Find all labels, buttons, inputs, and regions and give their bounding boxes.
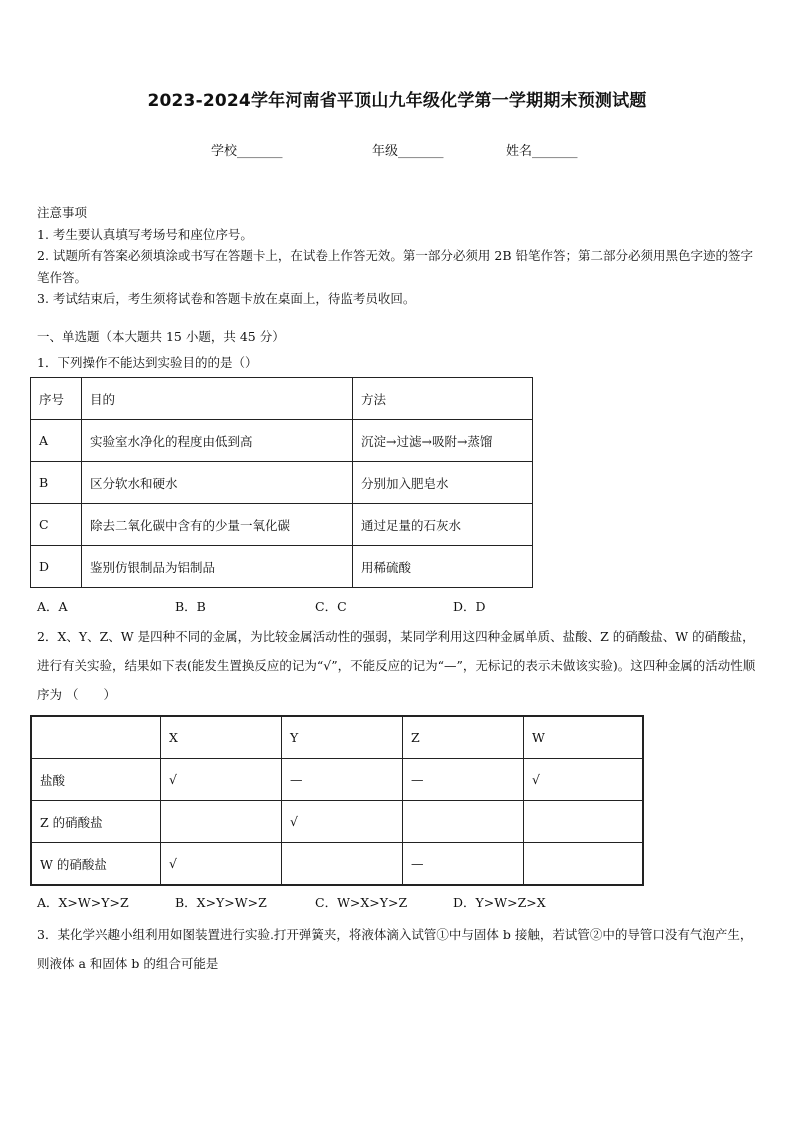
table-row <box>31 420 533 462</box>
table-cell: 除去二氧化碳中含有的少量一氧化碳 <box>82 504 353 546</box>
school-field <box>211 140 283 159</box>
table-header-cell: 序号 <box>31 378 82 420</box>
table-header-row <box>31 378 533 420</box>
table-cell: 分别加入肥皂水 <box>353 462 533 504</box>
table-header-cell: W <box>524 716 644 759</box>
q3-stem: 3．某化学兴趣小组利用如图装置进行实验.打开弹簧夹，将液体滴入试管①中与固体 b 接触，若试管②中的导管口没有气泡产生，则液体 a 和固体 b 的组合可能是 <box>37 927 753 971</box>
table-cell: Z 的硝酸盐 <box>31 801 161 843</box>
table-row <box>31 546 533 588</box>
option-a: A．X>W>Y>Z <box>37 895 129 910</box>
notes-block <box>37 202 759 310</box>
table-cell: W 的硝酸盐 <box>31 843 161 886</box>
option-b: B．B <box>175 599 206 614</box>
table-cell: 沉淀→过滤→吸附→蒸馏 <box>353 420 533 462</box>
exam-title: 2023-2024学年河南省平顶山九年级化学第一学期期末预测试题 <box>147 91 647 111</box>
note-item: 2. 试题所有答案必须填涂或书写在答题卡上，在试卷上作答无效。第一部分必须用 2B 铅笔作答；第二部分必须用黑色字迹的签字笔作答。 <box>37 248 753 285</box>
table-row <box>31 801 643 843</box>
table-cell: D <box>31 546 82 588</box>
table-cell: 盐酸 <box>31 759 161 801</box>
table-header-cell: Y <box>282 716 403 759</box>
school-label: 学校 <box>211 144 238 159</box>
name-label: 姓名 <box>506 144 533 159</box>
table-cell: √ <box>524 759 644 801</box>
table-cell <box>282 843 403 886</box>
table-cell: 用稀硫酸 <box>353 546 533 588</box>
table-header-cell: Z <box>403 716 524 759</box>
table-cell: 区分软水和硬水 <box>82 462 353 504</box>
table-cell: √ <box>161 843 282 886</box>
table-cell: 实验室水净化的程度由低到高 <box>82 420 353 462</box>
option-c: C．W>X>Y>Z <box>315 895 408 910</box>
table-cell: — <box>403 843 524 886</box>
grade-field <box>372 140 444 159</box>
option-a: A．A <box>37 599 68 614</box>
table-header-row <box>31 716 643 759</box>
name-field <box>506 140 578 159</box>
q1-table <box>30 377 533 588</box>
q2-table <box>30 715 644 886</box>
grade-blank: _______ <box>398 144 444 159</box>
notes-heading: 注意事项 <box>37 205 88 220</box>
note-item: 1. 考生要认真填写考场号和座位序号。 <box>37 226 253 242</box>
table-row <box>31 759 643 801</box>
q1-stem: 1．下列操作不能达到实验目的的是（） <box>37 355 258 370</box>
table-header-cell: 方法 <box>353 378 533 420</box>
option-d: D．D <box>453 599 486 614</box>
table-cell: B <box>31 462 82 504</box>
table-cell: — <box>403 759 524 801</box>
name-blank: _______ <box>532 144 578 159</box>
table-cell: √ <box>282 801 403 843</box>
option-d: D．Y>W>Z>X <box>453 895 546 910</box>
q2-stem: 2．X、Y、Z、W 是四种不同的金属，为比较金属活动性的强弱，某同学利用这四种金属单质、盐酸、Z 的硝酸盐、W 的硝酸盐，进行有关实验，结果如下表(能发生置换反应的记为“√”，不能反应的记为“—”，无标记的表示未做该实验)。这四种金属的活动性顺序为 （ ） <box>37 629 756 702</box>
table-cell <box>161 801 282 843</box>
table-cell <box>403 801 524 843</box>
table-header-cell: 目的 <box>82 378 353 420</box>
table-cell: C <box>31 504 82 546</box>
table-header-cell <box>31 716 161 759</box>
section-heading: 一、单选题（本大题共 15 小题，共 45 分） <box>37 329 285 344</box>
table-cell <box>524 801 644 843</box>
table-cell: √ <box>161 759 282 801</box>
note-item: 3. 考试结束后，考生须将试卷和答题卡放在桌面上，待监考员收回。 <box>37 291 416 306</box>
table-row <box>31 462 533 504</box>
school-blank: _______ <box>237 144 283 159</box>
table-row <box>31 843 643 886</box>
table-row <box>31 504 533 546</box>
table-cell: A <box>31 420 82 462</box>
table-cell: — <box>282 759 403 801</box>
option-c: C．C <box>315 599 347 614</box>
table-cell <box>524 843 644 886</box>
table-cell: 鉴别仿银制品为铝制品 <box>82 546 353 588</box>
grade-label: 年级 <box>372 144 399 159</box>
table-header-cell: X <box>161 716 282 759</box>
option-b: B．X>Y>W>Z <box>175 895 267 910</box>
table-cell: 通过足量的石灰水 <box>353 504 533 546</box>
